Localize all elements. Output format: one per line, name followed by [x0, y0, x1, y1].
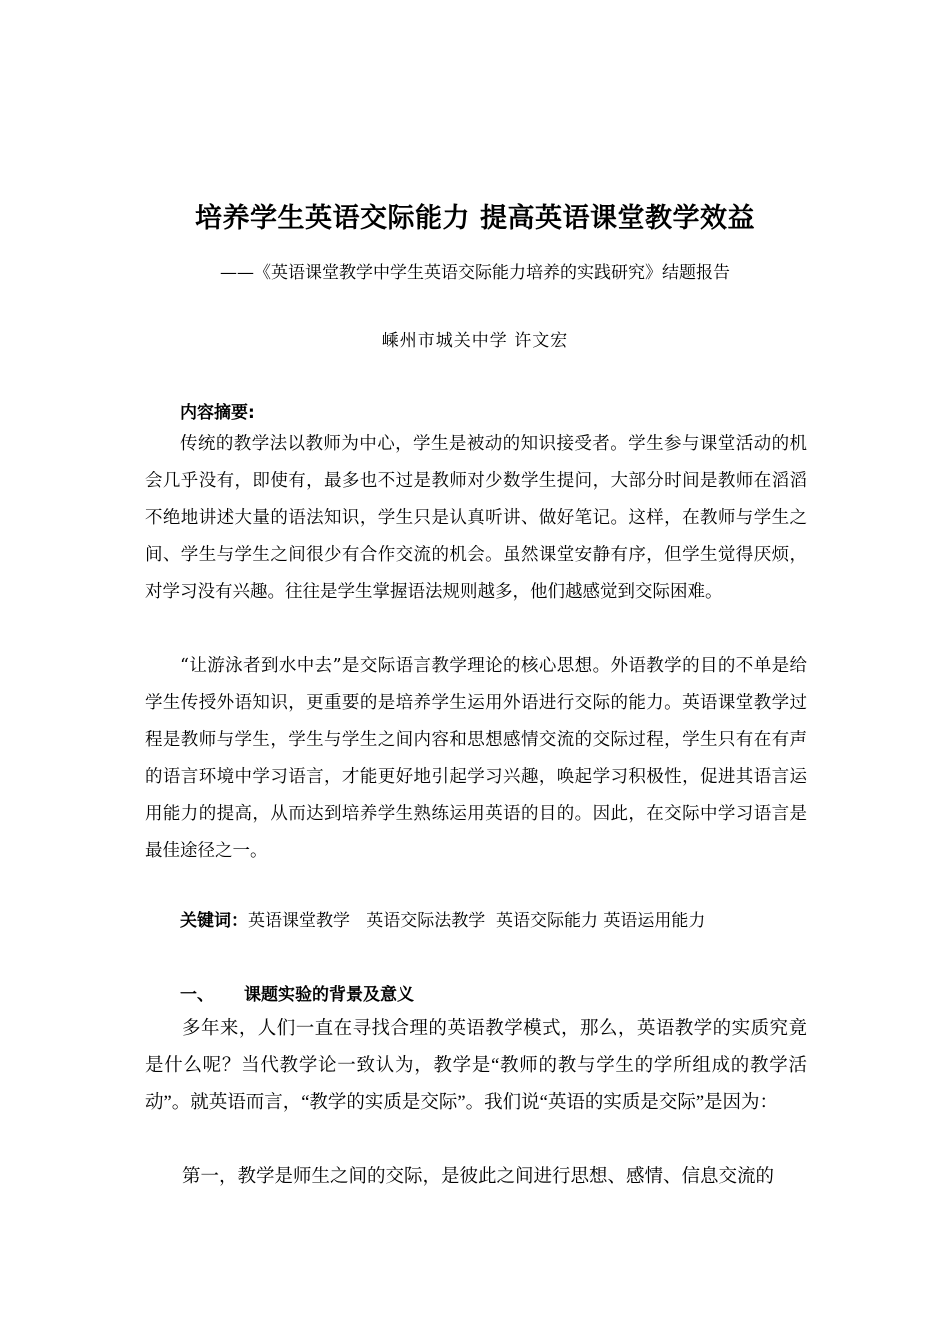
- section-title: 课题实验的背景及意义: [244, 985, 414, 1005]
- body-paragraph-2: 第一，教学是师生之间的交际，是彼此之间进行思想、感情、信息交流的: [182, 1167, 775, 1187]
- document-subtitle: ——《英语课堂教学中学生英语交际能力培养的实践研究》结题报告: [220, 263, 730, 283]
- abstract-heading: 内容摘要:: [180, 403, 255, 423]
- author-line: 嵊州市城关中学 许文宏: [381, 331, 569, 351]
- keywords-label: 关键词：: [180, 911, 248, 931]
- body-paragraph-1: 多年来，人们一直在寻找合理的英语教学模式，那么，英语教学的实质究竟是什么呢？当代教学论一致认为，教学是“教师的教与学生的学所组成的教学活动”。就英语而言，“教学的实质是交际”。我们说“英语的实质是交际”是因为：: [145, 1019, 807, 1113]
- abstract-paragraph-1: 传统的教学法以教师为中心，学生是被动的知识接受者。学生参与课堂活动的机会几乎没有，即使有，最多也不过是教师对少数学生提问，大部分时间是教师在滔滔不绝地讲述大量的语法知识，学生只是认真听讲、做好笔记。这样，在教师与学生之间、学生与学生之间很少有合作交流的机会。虽然课堂安静有序，但学生觉得厌烦，对学习没有兴趣。往往是学生掌握语法规则越多，他们越感觉到交际困难。: [145, 434, 807, 602]
- section-number: 一、: [180, 985, 214, 1005]
- keywords-line: [180, 906, 705, 931]
- keywords-text: 英语课堂教学 英语交际法教学 英语交际能力 英语运用能力: [248, 911, 706, 931]
- section-heading: [180, 980, 414, 1005]
- document-title: 培养学生英语交际能力 提高英语课堂教学效益: [195, 203, 755, 234]
- abstract-paragraph-2: “让游泳者到水中去”是交际语言教学理论的核心思想。外语教学的目的不单是给学生传授外语知识，更重要的是培养学生运用外语进行交际的能力。英语课堂教学过程是教师与学生，学生与学生之间内容和思想感情交流的交际过程，学生只有在有声的语言环境中学习语言，才能更好地引起学习兴趣，唤起学习积极性，促进其语言运用能力的提高，从而达到培养学生熟练运用英语的目的。因此，在交际中学习语言是最佳途径之一。: [145, 656, 807, 861]
